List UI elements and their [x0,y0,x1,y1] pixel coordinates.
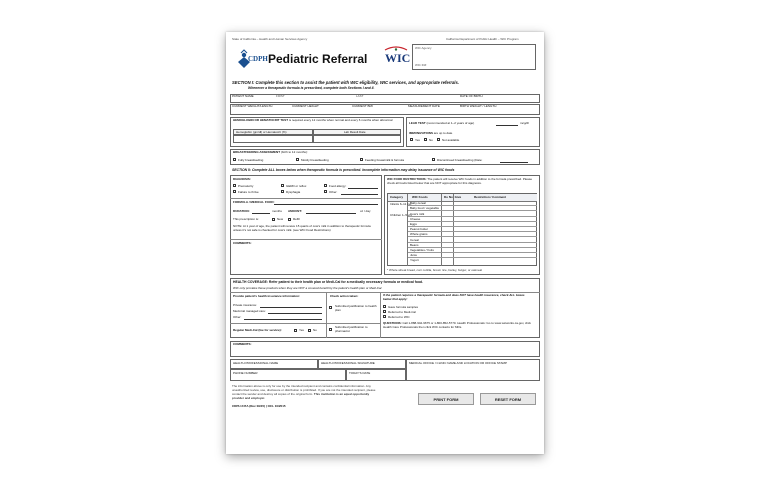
lead-text: (recommended at 1–2 years of age) [426,121,475,125]
questions-text [383,322,535,330]
divider [230,239,382,240]
print-form-button[interactable]: PRINT FORM [418,393,474,405]
justification-pharmacist-checkbox[interactable] [329,328,332,331]
hp-name-label: HEALTH PROFESSIONAL NAME [233,360,279,365]
gerd-checkbox[interactable] [281,184,284,187]
do-not-give-header: Do Not Give [444,195,462,199]
referred-wic-label: Referred to WIC [388,314,410,319]
food-restrictions-body: The patient will receive WIC foods in addition to the formula prescribed. Please check all foods listed below that are NOT appropriate for this diagnosis. [387,177,532,185]
failure-to-thrive-checkbox[interactable] [233,190,236,193]
food-name: Juice [410,253,418,258]
last-name-label: LAST [356,94,364,98]
food-name: Whole grains [410,232,428,237]
fully-bf-label: Fully breastfeeding [238,157,264,162]
col-divider [380,292,381,338]
hemoglobin-heading [233,119,392,122]
discontinued-date-input[interactable] [500,162,528,163]
disclaimer-text: The information above is only for use by the intended recipient and contains confidential information. Any unauthorized review, use, disclosure or distribution is prohibited. If you are not the intended recipient, please contact the sender and destroy all copies of the original form. [232,384,376,396]
category-children: Children 1–5 yrs [390,213,412,217]
reset-form-button[interactable]: RESET FORM [480,393,536,405]
diagnosis-label: DIAGNOSIS: [233,177,251,181]
hemoglobin-label: HEMOGLOBIN OR HEMATOCRIT TEST [233,118,289,122]
refill-label: Refill [293,217,300,221]
dob-label: DATE OF BIRTH [460,94,483,98]
new-prescription-checkbox[interactable] [272,218,275,221]
wic-logo [383,46,409,68]
section1-subheading: Whenever a therapeutic formula is prescribed, complete both Sections I and II. [248,86,375,90]
hp-name-field[interactable] [230,359,318,369]
form-title: Pediatric Referral [268,52,368,66]
breastfeeding-label: BREASTFEEDING ASSESSMENT [233,150,281,154]
divider [230,198,382,199]
food-allergy-input[interactable] [348,188,378,189]
dysphagia-checkbox[interactable] [281,190,284,193]
justification-health-plan-label: Submitted justification to health plan [335,304,377,312]
hp-signature-field[interactable] [318,359,406,369]
medi-cal-yes-checkbox[interactable] [294,329,297,332]
lead-test [409,122,474,125]
phone-label: PHONE NUMBER [233,370,258,375]
duration-input[interactable] [252,213,270,214]
discontinued-bf-checkbox[interactable] [432,158,435,161]
table-footnote: * Whole wheat bread, corn tortilla, brown rice, barley, bulgur, or oatmeal [387,268,482,272]
food-name: Peanut butter [410,227,429,232]
food-allergy-label: Food allergy: [329,183,347,188]
category-header: Category [390,195,404,199]
medi-cal-yes-label: Yes [299,328,304,332]
private-insurance-label: Private insurance: [233,303,258,307]
justification-health-plan-checkbox[interactable] [329,306,332,309]
formula-input[interactable] [274,204,378,205]
section1-heading [232,81,459,85]
duration-label: DURATION: [233,209,250,213]
section2-label: SECTION II: [232,168,252,172]
other-diagnosis-label: Other: [329,189,338,194]
immunizations [409,132,452,135]
mostly-bf-label: Mostly breastfeeding [301,157,329,162]
prematurity-checkbox[interactable] [233,184,236,187]
food-name: Baby food / vegetable [410,206,440,211]
measurement-date-label: MEASUREMENT DATE [408,104,440,108]
current-weight-label: CURRENT WEIGHT/LENGTH [232,104,273,108]
referred-medi-cal-label: Referred to Medi-Cal [388,309,416,314]
questions-body: Call 1-888-942-9675 or 1-800-852-5770. Health Professionals: Go to www.wicworks.ca.gov, click Health Care Professionals then click WIC contacts for MDs. [383,321,531,329]
formula-samples-checkbox[interactable] [383,305,386,308]
breastmilk-formula-label: Feeding breastmilk & formula [365,157,405,162]
other-insurance-input[interactable] [244,319,322,320]
first-name-label: FIRST [276,94,285,98]
medi-cal-managed-label: Medi-Cal managed care: [233,309,266,313]
food-name: Cow's milk [410,211,425,216]
today-date-field[interactable] [346,369,406,381]
section2-comments-input[interactable] [233,247,379,273]
cdph-logo-text: CDPH [248,55,268,63]
form-id: CDPH 247A (Rev 09/15) | OCL 10/2015 [232,404,286,408]
hp-signature-label: HEALTH PROFESSIONAL SIGNATURE [321,360,375,365]
fully-bf-checkbox[interactable] [233,158,236,161]
divider [230,323,380,324]
food-name: Baby cereal [410,201,426,206]
medi-cal-no-checkbox[interactable] [308,329,311,332]
hemoglobin-input[interactable] [233,135,313,143]
medi-cal-managed-input[interactable] [268,313,322,314]
breastmilk-formula-checkbox[interactable] [360,158,363,161]
formula-label: FORMULA / MEDICAL FOOD: [233,200,275,204]
col-divider [326,292,327,338]
immunizations-label: IMMUNIZATIONS [409,131,433,135]
regular-medi-cal-label: Regular Medi-Cal (fee for service): [233,328,282,332]
equal-opportunity: This institution is an equal opportunity provider and employer. [232,391,370,400]
wic-food-table [387,193,537,266]
food-name: Cheese [410,216,421,221]
immunizations-yes-label: Yes [415,137,420,142]
private-insurance-input[interactable] [260,307,322,308]
immunizations-yes-checkbox[interactable] [410,138,413,141]
food-name: Beans [410,242,419,247]
immunizations-text: are up to date [433,131,453,135]
footer-comments-label: COMMENTS: [233,342,252,346]
other-diagnosis-input[interactable] [341,194,378,195]
dysphagia-label: Dysphagia [286,189,301,194]
lead-result-input[interactable] [496,125,518,126]
other-diagnosis-checkbox[interactable] [324,190,327,193]
wic-id-label: WIC ID# [415,63,427,67]
refill-checkbox[interactable] [288,218,291,221]
lead-label: LEAD TEST [409,121,426,125]
referred-medi-cal-checkbox[interactable] [383,310,386,313]
disclaimer [232,385,382,401]
immunizations-na-checkbox[interactable] [437,138,440,141]
table-row [408,258,537,263]
category-infants: Infants 6–11 mo [390,202,412,206]
failure-to-thrive-label: Failure to thrive [238,189,259,194]
agency-right: California Department of Public Health – WIC Program [446,37,519,41]
new-prescription-label: New [277,217,284,221]
coverage-subheading: WIC only provides these products when they are NOT a covered benefit by the patient's health plan or Medi-Cal. [233,286,383,290]
office-stamp-label: MEDICAL OFFICE / CLINIC NAME AND LOCATION OR OFFICE STAMP [409,360,507,365]
amount-label: AMOUNT: [288,209,302,213]
lead-unit: mcg/dl [520,121,529,125]
today-date-label: TODAY'S DATE [349,370,371,375]
prematurity-label: Prematurity [238,183,254,188]
referral-form-page [226,32,544,454]
immunizations-na-label: Not available [442,137,460,142]
food-restrictions-text [387,178,537,186]
breastfeeding-text: (birth to 12 months): [280,150,308,154]
prescription-label: This prescription is: [233,217,259,221]
duration-unit: months [272,209,282,213]
birth-weight-label: BIRTH WEIGHT / LENGTH [460,104,497,108]
wic-agency-box[interactable] [412,44,536,70]
food-name: Yogurt [410,258,419,263]
food-name: Vegetables / fruits [410,247,434,252]
coverage-heading: HEALTH COVERAGE: Refer patient to their health plan or Medi-Cal for a medically necessary formula or medical food. [233,280,424,284]
food-name: Cereal [410,237,419,242]
hemoglobin-text: is required every 12 months when normal and every 6 months when abnormal [288,118,393,122]
section2-comments-label: COMMENTS: [233,241,252,245]
action-col-header: Check action taken: [330,294,359,298]
cdph-logo [236,48,268,70]
section2-heading [232,169,454,172]
lab-result-date-input[interactable] [313,135,401,143]
wic-foods-header: WIC Foods [412,195,428,199]
medi-cal-no-label: No [313,328,317,332]
footer-comments-box[interactable] [230,341,540,357]
amount-unit: oz / day [360,209,371,213]
section2-text: Complete ALL boxes below when therapeutic formula is prescribed. Incomplete information may delay issuance of WIC foods [251,168,455,172]
other-insurance-label: Other: [233,315,242,319]
discontinued-bf-label: Discontinued breastfeeding (Date: [437,157,483,162]
section1-label: SECTION I: [232,80,255,85]
immunizations-no-label: No [429,137,433,142]
food-allergy-checkbox[interactable] [324,184,327,187]
insurance-col-header: Provide patient's health insurance information: [233,294,301,298]
no-insurance-col-header: If the patient requires a therapeutic formula and does NOT have health insurance, check ALL boxes below that apply: [383,293,525,301]
current-bmi-label: CURRENT BMI [352,104,373,108]
breastfeeding-heading [233,151,308,154]
wic-logo-text: WIC [385,51,411,65]
food-name: Eggs [410,221,417,226]
gerd-label: GERD or reflux [286,183,307,188]
phone-field[interactable] [230,369,346,381]
formula-samples-label: Gave formula samples [388,304,419,309]
agency-left: State of California – Health and Human Services Agency [232,37,308,41]
questions-label: QUESTIONS: [383,321,402,325]
justification-pharmacist-label: Submitted justification to pharmacist [335,325,368,333]
restriction-header: Restriction / Comment [474,195,507,199]
mostly-bf-checkbox[interactable] [296,158,299,161]
hemoglobin-col1: Hemoglobin (gm/dl) or Hematocrit (%) [236,130,287,135]
amount-input[interactable] [306,213,356,214]
food-restrictions-label: WIC FOOD RESTRICTIONS: [387,177,427,181]
referred-wic-checkbox[interactable] [383,315,386,318]
immunizations-no-checkbox[interactable] [424,138,427,141]
current-height-label: CURRENT HEIGHT [292,104,319,108]
wic-agency-label: WIC Agency [415,46,432,50]
hemoglobin-col2: Lab Result Date [344,130,366,135]
cows-milk-note: NOTE: At 1 year of age, the patient will receive 15 quarts of cow's milk in addition to therapeutic formula unless it's not safe is checked for cow's milk. (see WIC Food Restrictions) [233,224,371,232]
section1-text: Complete this section to assist the patient with WIC eligibility, WIC services, and appropriate referrals. [255,80,459,85]
office-stamp-field[interactable] [406,359,540,381]
patient-name-label: PATIENT NAME [232,94,254,98]
